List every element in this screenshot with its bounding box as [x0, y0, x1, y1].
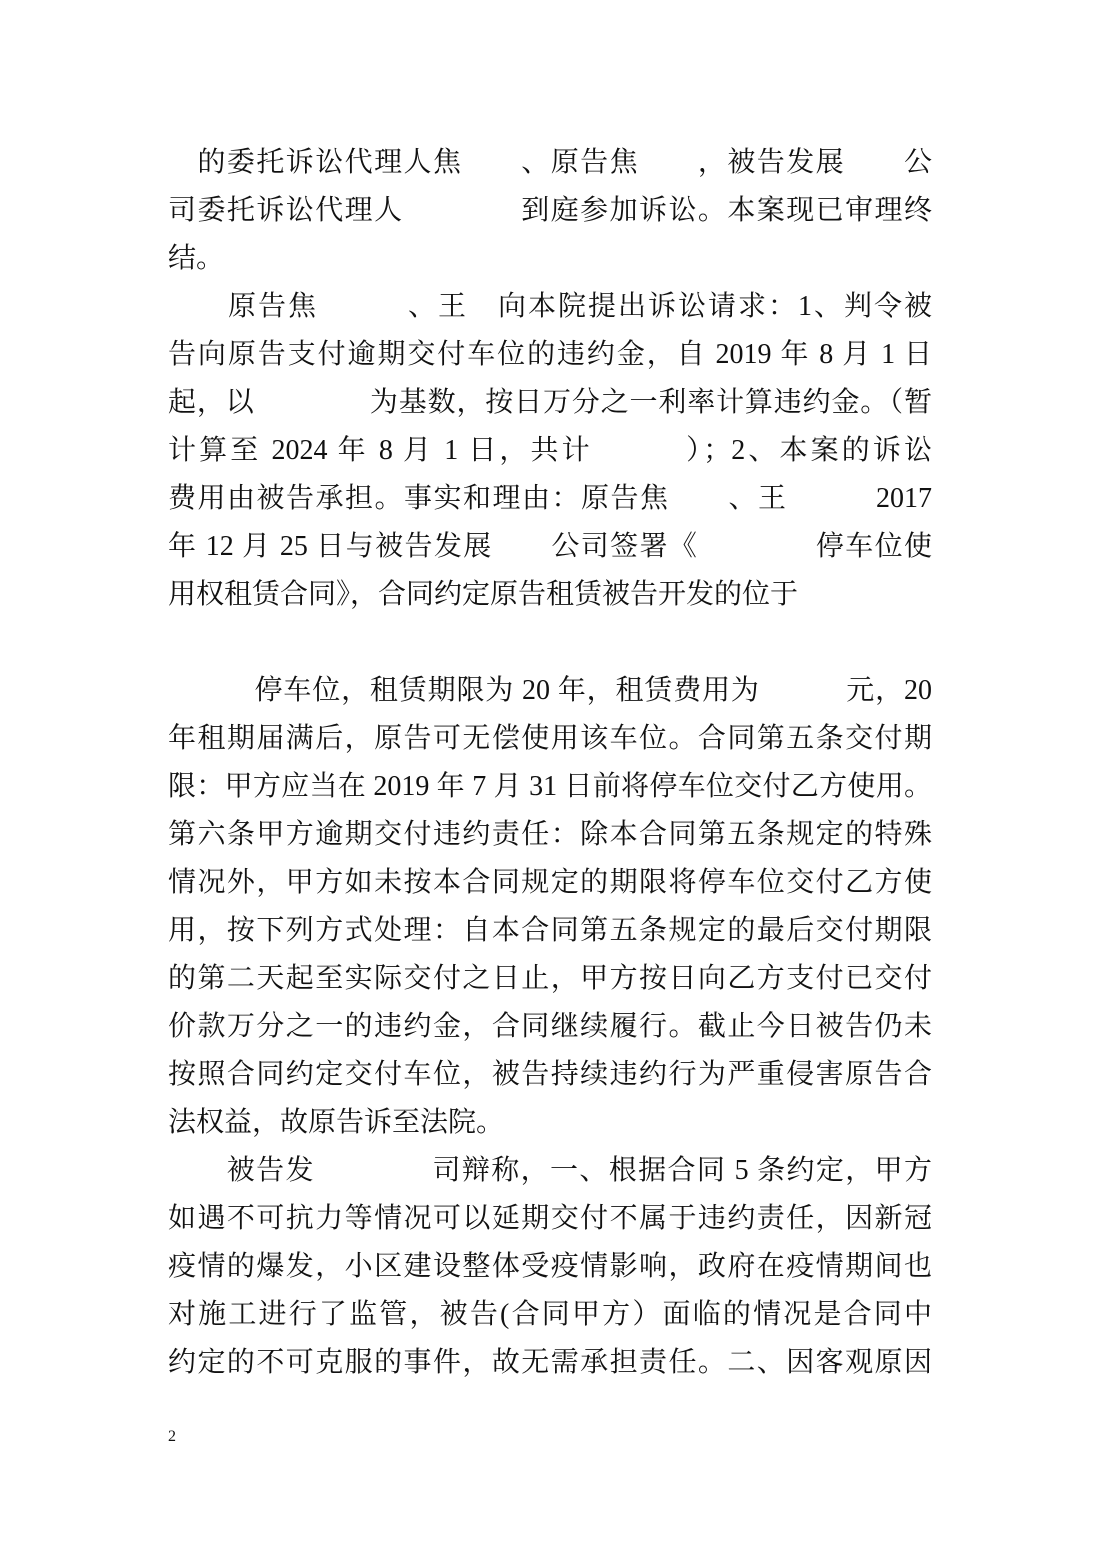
text-line: 用，按下列方式处理：自本合同第五条规定的最后交付期限 — [168, 915, 932, 946]
text-line: 司委托诉讼代理人 到庭参加诉讼。本案现已审理终 — [168, 195, 932, 226]
text-line: 费用由被告承担。事实和理由：原告焦 、王 2017 — [168, 483, 932, 514]
text-line: 年 12 月 25 日与被告发展 公司签署《 停车位使 — [168, 531, 932, 562]
text-line: 法权益，故原告诉至法院。 — [168, 1107, 505, 1138]
text-line: 结。 — [168, 243, 225, 274]
text-line: 如遇不可抗力等情况可以延期交付不属于违约责任，因新冠 — [168, 1203, 932, 1234]
text-line: 按照合同约定交付车位，被告持续违约行为严重侵害原告合 — [168, 1059, 932, 1090]
text-line: 计算至 2024 年 8 月 1 日，共计 ）；2、本案的诉讼 — [168, 435, 932, 466]
text-line: 限：甲方应当在 2019 年 7 月 31 日前将停车位交付乙方使用。 — [168, 771, 932, 802]
text-line: 年租期届满后，原告可无偿使用该车位。合同第五条交付期 — [168, 723, 932, 754]
page-number: 2 — [168, 1428, 176, 1445]
text-line: 的第二天起至实际交付之日止，甲方按日向乙方支付已交付 — [168, 963, 932, 994]
document-body — [168, 139, 932, 1387]
text-line: 疫情的爆发，小区建设整体受疫情影响，政府在疫情期间也 — [168, 1251, 932, 1282]
text-line: 停车位，租赁期限为 20 年，租赁费用为 元，20 — [168, 675, 932, 706]
text-line: 对施工进行了监管，被告(合同甲方）面临的情况是合同中 — [168, 1299, 932, 1330]
text-line: 原告焦 、王 向本院提出诉讼请求：1、判令被 — [168, 291, 932, 322]
text-line: 被告发 司辩称，一、根据合同 5 条约定，甲方 — [168, 1155, 932, 1186]
blank-line — [168, 619, 932, 667]
text-line: 价款万分之一的违约金，合同继续履行。截止今日被告仍未 — [168, 1011, 932, 1042]
text-line: 情况外，甲方如未按本合同规定的期限将停车位交付乙方使 — [168, 867, 932, 898]
text-line: 的委托诉讼代理人焦 、原告焦 ，被告发展 公 — [168, 147, 932, 178]
text-line: 约定的不可克服的事件，故无需承担责任。二、因客观原因 — [168, 1347, 932, 1378]
text-line: 起，以 为基数，按日万分之一利率计算违约金。（暂 — [168, 387, 932, 418]
text-line: 告向原告支付逾期交付车位的违约金，自 2019 年 8 月 1 日 — [168, 339, 932, 370]
text-line: 第六条甲方逾期交付违约责任：除本合同第五条规定的特殊 — [168, 819, 932, 850]
text-line: 用权租赁合同》，合同约定原告租赁被告开发的位于 — [168, 579, 799, 610]
